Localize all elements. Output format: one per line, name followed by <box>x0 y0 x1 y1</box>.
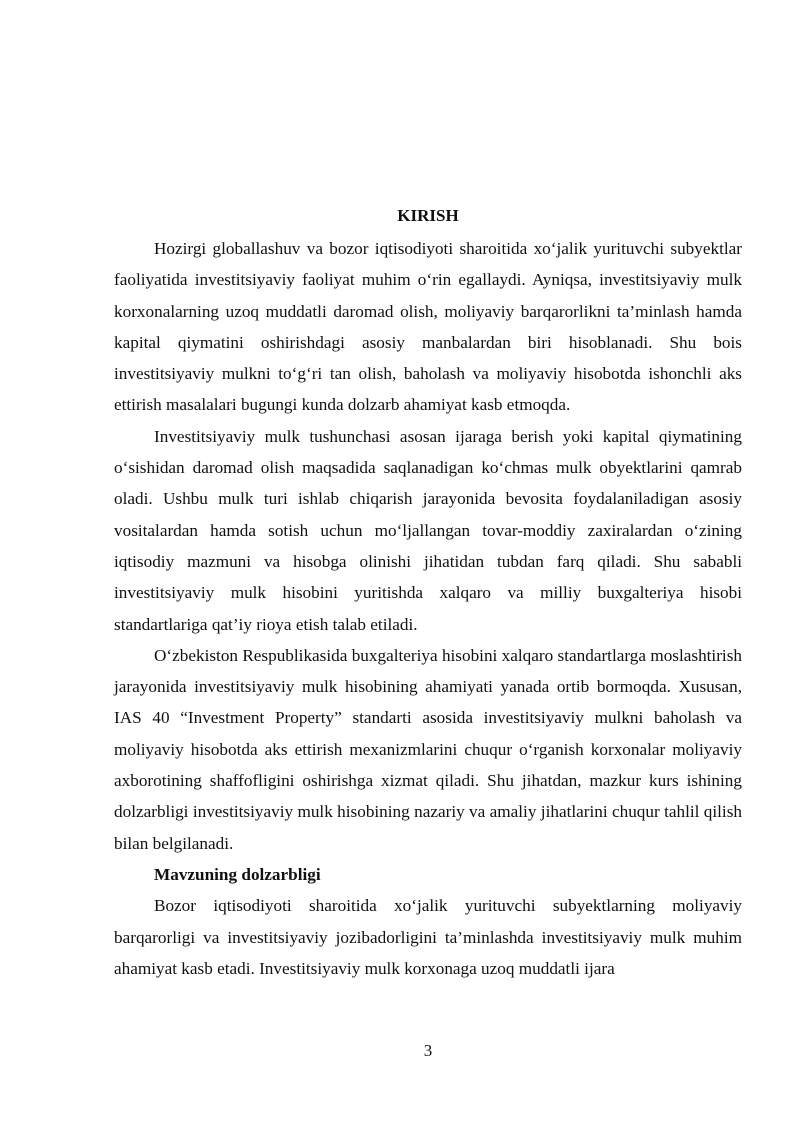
paragraph-2: Investitsiyaviy mulk tushunchasi asosan ijaraga berish yoki kapital qiymatining o‘sishidan daromad olish maqsadida saqlanadigan ko‘chmas mulk obyektlarini qamrab oladi. Ushbu mulk turi ishlab chiqarish jarayonida bevosita foydalaniladigan asosiy vositalardan hamda sotish uchun mo‘ljallangan tovar-moddiy zaxiralardan o‘zining iqtisodiy mazmuni va hisobga olinishi jihatidan tubdan farq qiladi. Shu sababli investitsiyaviy mulk hisobini yuritishda xalqaro va milliy buxgalteriya hisobi standartlariga qat’iy rioya etish talab etiladi. <box>114 426 742 634</box>
paragraph-3: O‘zbekiston Respublikasida buxgalteriya hisobini xalqaro standartlarga moslashtirish jarayonida investitsiyaviy mulk hisobining ahamiyati yanada ortib bormoqda. Xususan, IAS 40 “Investment Property” standarti asosida investitsiyaviy mulkni baholash va moliyaviy hisobotda aks ettirish mexanizmlarini chuqur o‘rganish korxonalar moliyaviy axborotining shaffofligini oshirishga xizmat qiladi. Shu jihatdan, mazkur kurs ishining dolzarbligi investitsiyaviy mulk hisobining nazariy va amaliy jihatlarini chuqur tahlil qilish bilan belgilanadi. <box>114 645 742 853</box>
section-heading: KIRISH <box>397 206 459 225</box>
body-text <box>114 233 742 984</box>
paragraph-4: Bozor iqtisodiyoti sharoitida xo‘jalik yurituvchi subyektlarning moliyaviy barqarorligi va investitsiyaviy jozibadorligini ta’minlashda investitsiyaviy mulk muhim ahamiyat kasb etadi. Investitsiyaviy mulk korxonaga uzoq muddatli ijara <box>114 896 742 978</box>
subheading-relevance: Mavzuning dolzarbligi <box>154 864 321 884</box>
paragraph-1: Hozirgi globallashuv va bozor iqtisodiyoti sharoitida xo‘jalik yurituvchi subyektlar faoliyatida investitsiyaviy faoliyat muhim o‘rin egallaydi. Ayniqsa, investitsiyaviy mulk korxonalarning uzoq muddatli daromad olish, moliyaviy barqarorlikni ta’minlash hamda kapital qiymatini oshirishdagi asosiy manbalardan biri hisoblanadi. Shu bois investitsiyaviy mulkni to‘g‘ri tan olish, baholash va moliyaviy hisobotda ishonchli aks ettirish masalalari bugungi kunda dolzarb ahamiyat kasb etmoqda. <box>114 239 742 415</box>
page-number: 3 <box>423 1041 433 1060</box>
